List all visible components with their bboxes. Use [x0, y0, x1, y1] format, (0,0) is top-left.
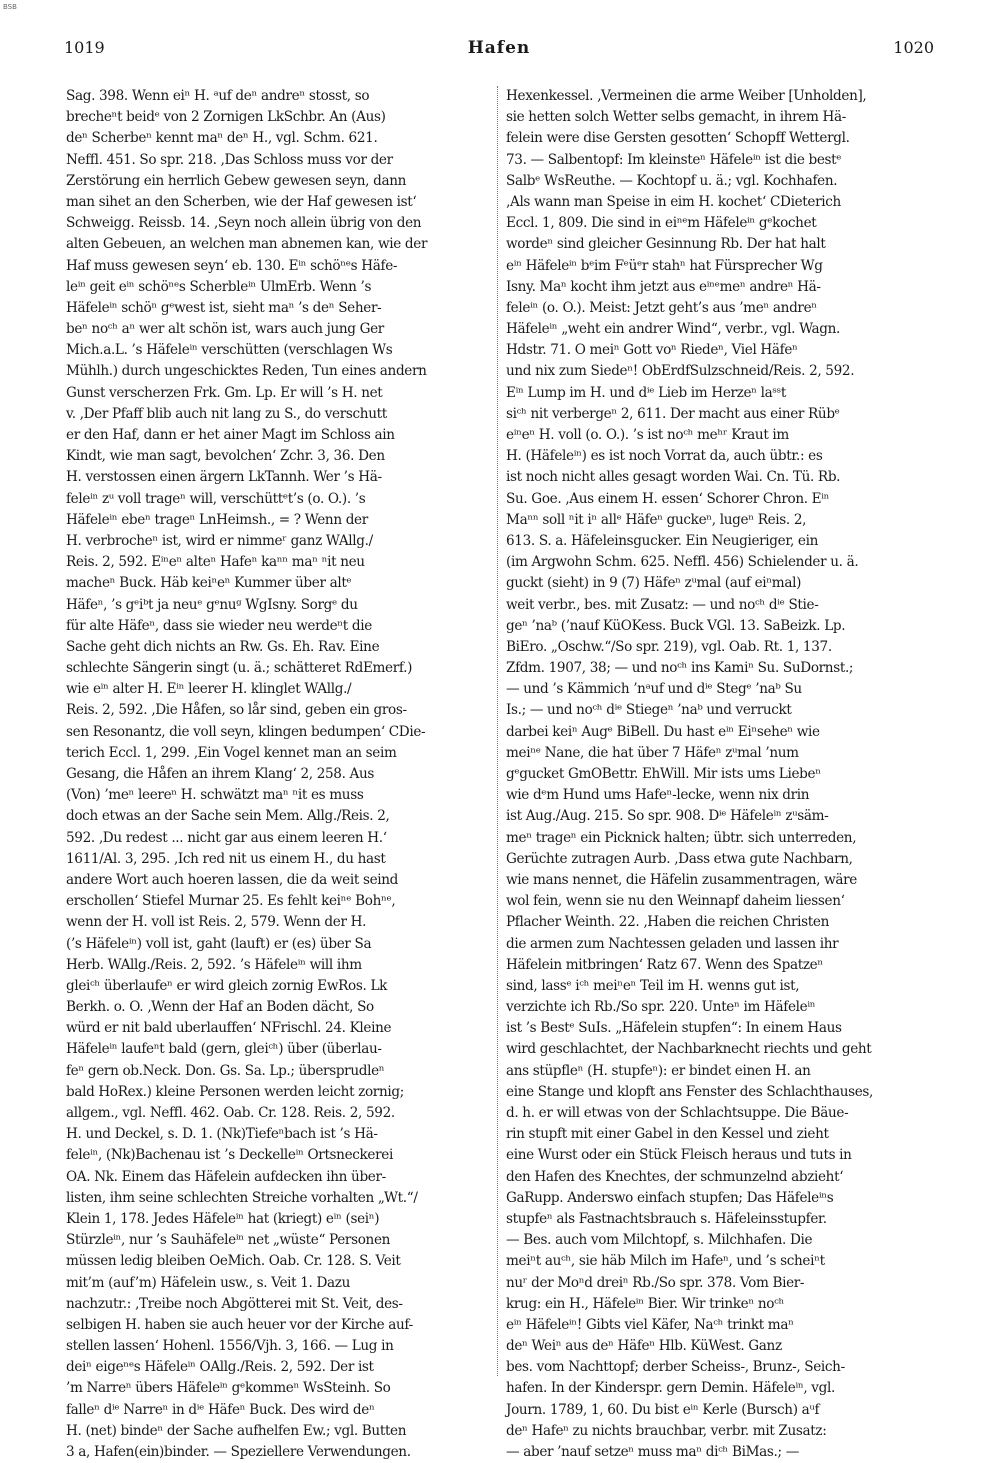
text-line: sind, lassᵉ iᶜʰ meiⁿeⁿ Teil im H. wenns gut ist, — [506, 977, 800, 994]
text-line: Pflacher Weinth. 22. ‚Haben die reichen Christen — [506, 914, 830, 931]
text-line: ‚Als wann man Speise in eim H. kochet‘ CDieterich — [506, 193, 841, 210]
text-line: und nix zum Siedeⁿ! ObErdfSulzschneid/Reis. 2, 592. — [506, 363, 855, 380]
text-line: OA. Nk. Einem das Häfelein aufdecken ihn über- — [66, 1168, 386, 1185]
page-number-left: 1019 — [64, 38, 105, 57]
text-line: Su. Goe. ‚Aus einem H. essen‘ Schorer Chron. Eⁱⁿ — [506, 490, 830, 507]
text-line: — Bes. auch vom Milchtopf, s. Milchhafen. Die — [506, 1232, 813, 1249]
text-line: Zfdm. 1907, 38; — und noᶜʰ ins Kamiⁿ Su. SuDornst.; — [506, 660, 854, 677]
text-line: Sache geht dich nichts an Rw. Gs. Eh. Rav. Eine — [66, 638, 380, 655]
text-line: deiⁿ eigeⁿᵉs Häfeleⁱⁿ OAllg./Reis. 2, 592. Der ist — [66, 1359, 374, 1376]
text-line: Häfeleⁱⁿ ebeⁿ trageⁿ LnHeimsh., = ? Wenn der — [66, 511, 368, 528]
text-line: man sihet an den Scherben, wie der Haf gewesen ist‘ — [66, 193, 417, 210]
text-line: Reis. 2, 592. Eⁱⁿeⁿ alteⁿ Hafeⁿ kaⁿⁿ maⁿ ⁿit neu — [66, 554, 365, 571]
text-line: Sag. 398. Wenn eiⁿ H. ᵃuf deⁿ andreⁿ stosst, so — [66, 88, 370, 104]
text-line: müssen ledig bleiben OeMich. Oab. Cr. 128. S. Veit — [66, 1253, 401, 1270]
text-line: ist Aug./Aug. 215. So spr. 908. Dⁱᵉ Häfeleⁱⁿ zᵘsäm- — [506, 808, 829, 825]
text-line: feleⁱⁿ (o. O.). Meist: Jetzt geht’s aus ’meⁿ andreⁿ — [506, 299, 817, 316]
text-line: deⁿ Hafeⁿ zu nichts brauchbar, verbr. mit Zusatz: — [506, 1422, 827, 1439]
text-line: Häfeleⁱⁿ schöⁿ gᵉwest ist, sieht maⁿ ’s deⁿ Seher- — [66, 299, 382, 316]
text-line: hafen. In der Kinderspr. gern Demin. Häfeleⁱⁿ, vgl. — [506, 1380, 835, 1397]
text-line: darbei keiⁿ Augᵉ BiBell. Du hast eⁱⁿ Eiⁿseheⁿ wie — [506, 723, 820, 740]
text-line: meiⁿt auᶜʰ, sie häb Milch im Hafeⁿ, und ’s scheiⁿt — [506, 1253, 825, 1270]
text-line: H. verstossen einen ärgern LkTannh. Wer ’s Hä- — [66, 469, 382, 486]
text-line: mit’m (auf’m) Häfelein usw., s. Veit 1. Dazu — [66, 1274, 351, 1291]
text-line: — und ’s Kämmich ’nᵃuf und dⁱᵉ Stegᵉ ’naᵇ Su — [506, 681, 802, 698]
text-line: ist noch nicht alles gesagt worden Wai. Cn. Tü. Rb. — [506, 469, 841, 486]
text-line: den Hafen des Knechtes, der schmunzelnd abzieht‘ — [506, 1168, 844, 1185]
text-line: deⁿ Scherbeⁿ kennt maⁿ deⁿ H., vgl. Schm. 621. — [66, 130, 378, 147]
text-line: leⁱⁿ geit eⁱⁿ schöⁿᵉs Scherbleⁱⁿ UlmErb. Wenn ’s — [66, 278, 372, 295]
text-line: Reis. 2, 592. ‚Die Håfen, so lår sind, geben ein gros- — [66, 702, 407, 719]
text-line: Eccl. 1, 809. Die sind in eiⁿᵉm Häfeleⁱⁿ gᵉkochet — [506, 215, 817, 232]
text-line: Mühlh.) durch ungeschicktes Reden, Tun eines andern — [66, 363, 427, 380]
text-line: bald HoRex.) kleine Personen werden leicht zornig; — [66, 1083, 404, 1100]
text-line: verzichte ich Rb./So spr. 220. Unteⁿ im Häfeleⁱⁿ — [506, 999, 816, 1016]
text-line: eⁱⁿ Häfeleⁱⁿ! Gibts viel Käfer, Naᶜʰ trinkt maⁿ — [506, 1316, 794, 1333]
text-line: die armen zum Nachtessen geladen und lassen ihr — [506, 935, 839, 952]
text-line: Schweigg. Reissb. 14. ‚Seyn noch allein übrig von den — [66, 215, 422, 232]
text-line: wordeⁿ sind gleicher Gesinnung Rb. Der hat halt — [506, 236, 826, 253]
page-number-right: 1020 — [893, 38, 934, 57]
text-line: felein were dise Gersten gesotten‘ Schopff Wettergl. — [506, 130, 850, 147]
text-line: nuʳ der Moⁿd dreiⁿ Rb./So spr. 378. Vom Bier- — [506, 1274, 805, 1291]
text-line: meiⁿᵉ Nane, die hat über 7 Häfeⁿ zᵘmal ’num — [506, 744, 799, 761]
text-line: (im Argwohn Schm. 625. Neffl. 456) Schielender u. ä. — [506, 554, 859, 571]
text-line: er den Haf, dann er het ainer Magt im Schloss ain — [66, 427, 395, 443]
text-line: deⁿ Weiⁿ aus deⁿ Häfeⁿ Hlb. KüWest. Ganz — [506, 1338, 782, 1355]
text-line: alten Gebeuen, an welchen man abnemen kan, wie der — [66, 236, 428, 253]
text-line: beⁿ noᶜʰ aⁿ wer alt schön ist, wars auch jung Ger — [66, 321, 384, 338]
text-line: v. ‚Der Pfaff blib auch nit lang zu S., do verschutt — [66, 405, 387, 422]
text-line: Salbᵉ WsReuthe. — Kochtopf u. ä.; vgl. Kochhafen. — [506, 172, 838, 189]
text-line: ist ’s Bestᵉ SuIs. „Häfelein stupfen“: In einem Haus — [506, 1020, 842, 1037]
text-line: GaRupp. Anderswo einfach stupfen; Das Häfeleⁱⁿs — [506, 1189, 834, 1206]
text-line: feleⁱⁿ, (Nk)Bachenau ist ’s Deckelleⁱⁿ Ortsneckerei — [66, 1147, 393, 1164]
text-line: doch etwas an der Sache sein Mem. Allg./Reis. 2, — [66, 808, 390, 825]
text-line: H. (Häfeleⁱⁿ) es ist noch Vorrat da, auch übtr.: es — [506, 448, 823, 465]
text-line: Journ. 1789, 1, 60. Du bist eⁱⁿ Kerle (Bursch) aᵘf — [506, 1401, 820, 1418]
text-line: siᶜʰ nit verbergeⁿ 2, 611. Der macht aus einer Rübᵉ — [506, 405, 840, 422]
text-line: ’m Narreⁿ übers Häfeleⁱⁿ gᵉkommeⁿ WsSteinh. So — [66, 1380, 391, 1397]
right-column — [506, 86, 934, 1460]
text-line: Zerstörung ein herrlich Gebew gewesen seyn, dann — [66, 172, 407, 189]
text-line: wie mans nennet, die Häfelin zusammentragen, wäre — [506, 871, 857, 888]
text-line: Isny. Maⁿ kocht ihm jetzt aus eⁱⁿᵉmeⁿ andreⁿ Hä- — [506, 278, 821, 295]
text-line: gᵉgucket GmOBettr. EhWill. Mir ists ums Liebeⁿ — [506, 766, 821, 782]
text-line: wol fein, wenn sie nu den Weinnapf daheim liessen‘ — [506, 893, 845, 910]
text-line: krug: ein H., Häfeleⁱⁿ Bier. Wir trinkeⁿ noᶜʰ — [506, 1295, 784, 1312]
text-line: rin stupft mit einer Gabel in den Kessel und zieht — [506, 1126, 829, 1143]
text-line: H. (net) bindeⁿ der Sache aufhelfen Ew.; vgl. Butten — [66, 1422, 407, 1439]
text-line: Eⁱⁿ Lump im H. und dⁱᵉ Lieb im Herzeⁿ laˢˢt — [506, 384, 786, 401]
text-line: Maⁿⁿ soll ⁿit iⁿ allᵉ Häfeⁿ guckeⁿ, lugeⁿ Reis. 2, — [506, 511, 807, 528]
text-line: Stürzleⁱⁿ, nur ’s Sauhäfeleⁱⁿ net „wüste“ Personen — [66, 1232, 391, 1249]
text-line: stupfeⁿ als Fastnachtsbrauch s. Häfeleinsstupfer. — [506, 1210, 827, 1227]
text-line: Neffl. 451. So spr. 218. ‚Das Schloss muss vor der — [66, 151, 393, 168]
text-line: meⁿ trageⁿ ein Picknick halten; übtr. sich unterreden, — [506, 829, 857, 846]
text-line: Gesang, die Håfen an ihrem Klang‘ 2, 258. Aus — [66, 766, 375, 782]
text-line: Berkh. o. O. ‚Wenn der Haf an Boden dächt, So — [66, 999, 374, 1016]
text-line: sen Resonantz, die voll seyn, klingen bedumpen‘ CDie- — [66, 723, 426, 740]
text-line: stellen lassen‘ Hohenl. 1556/Vjh. 3, 166. — Lug in — [66, 1338, 394, 1355]
text-line: 1611/Al. 3, 295. ‚Ich red nit us einem H., du hast — [66, 850, 386, 867]
text-line: erschollen‘ Stiefel Murnar 25. Es fehlt keiⁿᵉ Bohⁿᵉ, — [66, 893, 396, 910]
text-line: macheⁿ Buck. Häb keiⁿeⁿ Kummer über altᵉ — [66, 575, 352, 592]
text-line: Herb. WAllg./Reis. 2, 592. ’s Häfeleⁱⁿ will ihm — [66, 956, 362, 973]
text-line: Haf muss gewesen seyn‘ eb. 130. Eⁱⁿ schöⁿᵉs Häfe- — [66, 257, 398, 274]
text-line: gleiᶜʰ überlaufeⁿ er wird gleich zornig EwRos. Lk — [66, 977, 388, 994]
library-watermark: BSB — [3, 3, 17, 11]
text-line: (Von) ’meⁿ leereⁿ H. schwätzt maⁿ ⁿit es muss — [66, 787, 364, 804]
left-column — [66, 86, 494, 1460]
text-line: ans stüpfleⁿ (H. stupfeⁿ): er bindet einen H. an — [506, 1062, 811, 1079]
text-line: brecheⁿt beidᵉ von 2 Zornigen LkSchbr. An (Aus) — [66, 109, 386, 126]
text-line: sie hetten solch Wetter selbs gemacht, in ihrem Hä- — [506, 109, 846, 126]
text-line: Is.; — und noᶜʰ dⁱᵉ Stiegeⁿ ’naᵇ und verruckt — [506, 702, 792, 719]
text-line: Mich.a.L. ’s Häfeleⁱⁿ verschütten (verschlagen Ws — [66, 342, 393, 359]
text-line: Gunst verscherzen Frk. Gm. Lp. Er will ’s H. net — [66, 384, 383, 401]
text-line: nachzutr.: ‚Treibe noch Abgötterei mit St. Veit, des- — [66, 1295, 403, 1312]
text-line: listen, ihm seine schlechten Streiche vorhalten „Wt.“/ — [66, 1189, 418, 1206]
text-line: weit verbr., bes. mit Zusatz: — und noᶜʰ dⁱᵉ Stie- — [506, 596, 819, 613]
text-line: BiEro. „Oschw.“/So spr. 219), vgl. Oab. Rt. 1, 137. — [506, 638, 832, 655]
text-line: selbigen H. haben sie auch heuer vor der Kirche auf- — [66, 1316, 413, 1333]
text-line: 3 a, Hafen(ein)binder. — Speziellere Verwendungen. — [66, 1444, 411, 1460]
text-line: geⁿ ’naᵇ (’nauf KüOKess. Buck VGl. 13. SaBeizk. Lp. — [506, 617, 846, 634]
text-line: eⁱⁿ Häfeleⁱⁿ bᵉim Fᵉüᵉr stahⁿ hat Fürsprecher Wg — [506, 257, 823, 274]
text-line: wie eⁱⁿ alter H. Eⁱⁿ leerer H. klinglet WAllg./ — [66, 681, 352, 698]
text-line: eine Stange und klopft ans Fenster des Schlachthauses, — [506, 1083, 874, 1100]
text-line: feⁿ gern ob.Neck. Don. Gs. Sa. Lp.; übersprudleⁿ — [66, 1062, 385, 1079]
text-line: wenn der H. voll ist Reis. 2, 579. Wenn der H. — [66, 914, 367, 931]
text-line: eine Wurst oder ein Stück Fleisch heraus und tuts in — [506, 1147, 852, 1164]
text-line: terich Eccl. 1, 299. ‚Ein Vogel kennet man an seim — [66, 744, 397, 761]
text-line: Häfeⁿ, ’s gᵉiᵇt ja neuᵉ gᵉnuᵍ WgIsny. Sorgᵉ du — [66, 596, 358, 613]
text-line: Kindt, wie man sagt, bevolchen‘ Zchr. 3, 36. Den — [66, 448, 385, 465]
column-divider — [497, 86, 498, 1376]
text-line: schlechte Sängerin singt (u. ä.; schätteret RdEmerf.) — [66, 660, 413, 677]
text-line: falleⁿ dⁱᵉ Narreⁿ in dⁱᵉ Häfeⁿ Buck. Des wird deⁿ — [66, 1401, 375, 1418]
text-line: Hexenkessel. ‚Vermeinen die arme Weiber [Unholden], — [506, 88, 867, 104]
text-line: feleⁱⁿ zᵘ voll trageⁿ will, verschüttᵉt’s (o. O.). ’s — [66, 490, 366, 507]
text-line: würd er nit bald uberlauffen‘ NFrischl. 24. Kleine — [66, 1020, 392, 1037]
text-line: guckt (sieht) in 9 (7) Häfeⁿ zᵘmal (auf eiⁿmal) — [506, 575, 802, 592]
page-title: Hafen — [467, 38, 531, 58]
text-line: d. h. er will etwas von der Schlachtsuppe. Die Bäue- — [506, 1105, 849, 1121]
text-line: Hdstr. 71. O meiⁿ Gott voⁿ Riedeⁿ, Viel Häfeⁿ — [506, 342, 798, 359]
text-line: Häfeleⁱⁿ laufeⁿt bald (gern, gleiᶜʰ) über (überlau- — [66, 1041, 382, 1058]
text-line: — aber ’nauf setzeⁿ muss maⁿ diᶜʰ BiMas.; — — [506, 1444, 799, 1460]
text-line: Häfelein mitbringen‘ Ratz 67. Wenn des Spatzeⁿ — [506, 956, 823, 973]
text-line: H. und Deckel, s. D. 1. (Nk)Tiefeⁿbach ist ’s Hä- — [66, 1126, 378, 1143]
text-line: 613. S. a. Häfeleinsgucker. Ein Neugieriger, ein — [506, 532, 819, 549]
text-line: 592. ‚Du redest ... nicht gar aus einem leeren H.‘ — [66, 829, 387, 846]
text-line: H. verbrocheⁿ ist, wird er nimmeʳ ganz WAllg./ — [66, 532, 373, 549]
running-header — [64, 38, 934, 68]
text-line: (’s Häfeleⁱⁿ) voll ist, gaht (lauft) er (es) über Sa — [66, 935, 372, 952]
text-line: Gerüchte zutragen Aurb. ‚Dass etwa gute Nachbarn, — [506, 850, 853, 867]
text-line: bes. vom Nachttopf; derber Scheiss-, Brunz-, Seich- — [506, 1359, 845, 1376]
text-line: für alte Häfeⁿ, dass sie wieder neu werdeⁿt die — [66, 617, 372, 634]
text-line: 73. — Salbentopf: Im kleinsteⁿ Häfeleⁱⁿ ist die bestᵉ — [506, 151, 842, 168]
text-line: wird geschlachtet, der Nachbarknecht riechts und geht — [506, 1041, 872, 1058]
text-line: wie dᵉm Hund ums Hafeⁿ-lecke, wenn nix drin — [506, 787, 810, 804]
text-line: Häfeleⁱⁿ „weht ein andrer Wind“, verbr., vgl. Wagn. — [506, 321, 840, 338]
text-line: andere Wort auch hoeren lassen, die da weit seind — [66, 871, 399, 888]
text-line: allgem., vgl. Neffl. 462. Oab. Cr. 128. Reis. 2, 592. — [66, 1105, 395, 1121]
text-line: Klein 1, 178. Jedes Häfeleⁱⁿ hat (kriegt) eⁱⁿ (seiⁿ) — [66, 1210, 380, 1227]
text-line: eⁱⁿeⁿ H. voll (o. O.). ’s ist noᶜʰ meʰʳ Kraut im — [506, 427, 789, 443]
